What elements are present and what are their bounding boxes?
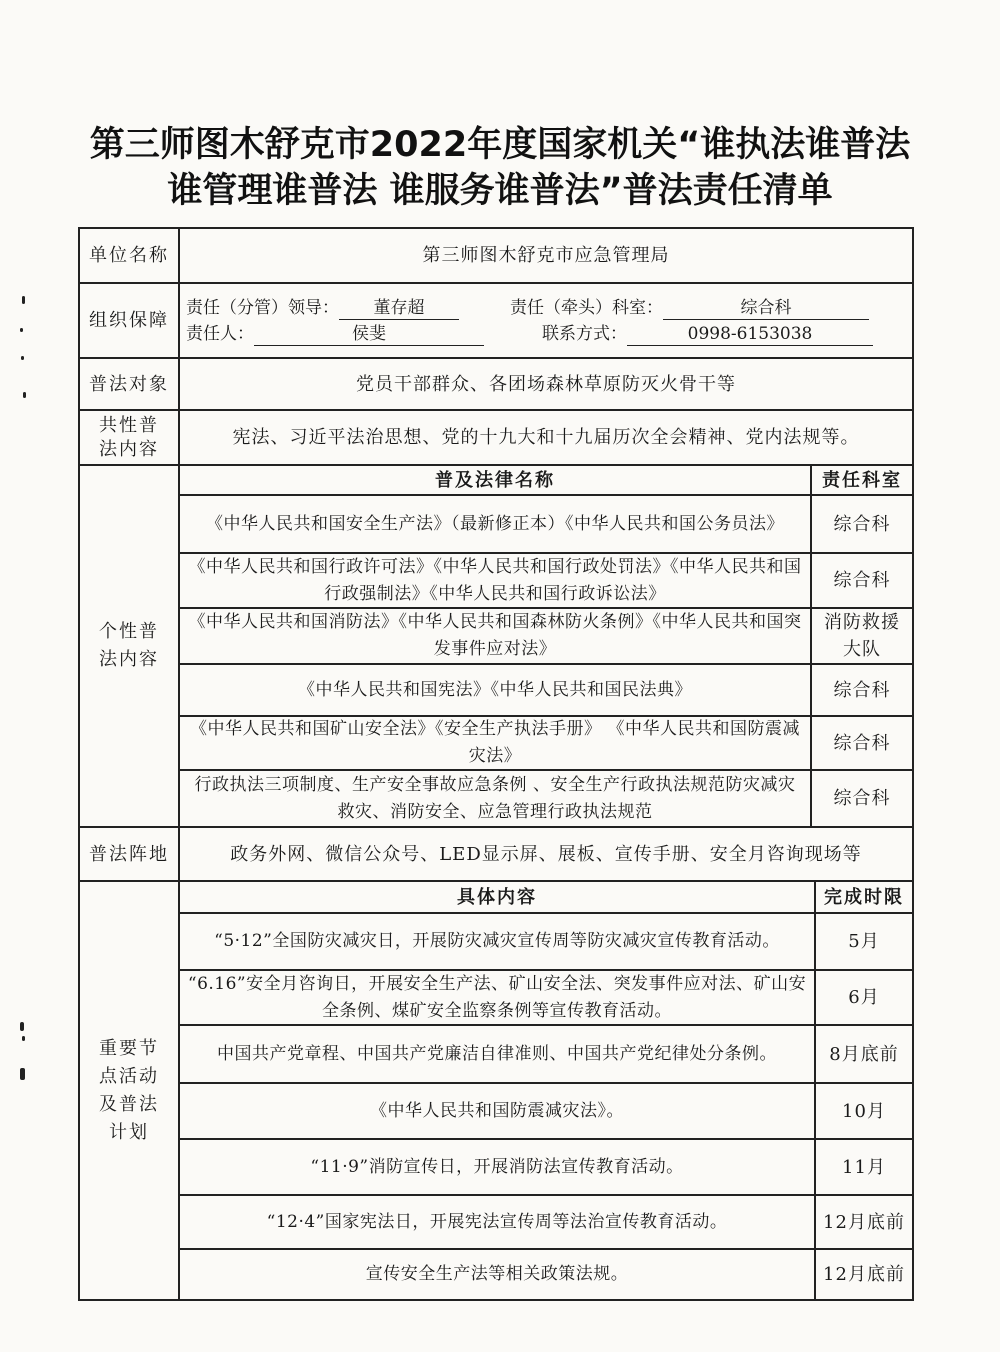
personal-label: 个性普法内容 [99,621,159,670]
law-dept: 综合科 [833,788,891,809]
common-label: 共性普法内容 [99,414,159,460]
dept-label: 责任（牵头）科室： [510,298,663,318]
plan-row-deadline: 11月 [842,1156,886,1178]
scan-mark [22,1036,25,1041]
plan-header-content: 具体内容 [457,886,537,908]
plan-row-deadline: 5月 [848,931,880,952]
plan-row-content: “5·12”全国防灾减灾日，开展防灾减灾宣传周等防灾减灾宣传教育活动。 [214,931,780,951]
plan-row-content: 中国共产党章程、中国共产党廉洁自律准则、中国共产党纪律处分条例。 [217,1043,777,1064]
org-label: 组织保障 [89,310,169,331]
contact-value: 0998-6153038 [627,323,873,346]
scan-mark [21,356,24,360]
unit-label: 单位名称 [89,245,169,266]
target-label: 普法对象 [89,373,169,395]
person-label: 责任人： [186,324,254,344]
law-dept: 综合科 [833,732,891,754]
scan-mark [20,1068,25,1080]
personal-header-dept: 责任科室 [822,469,902,491]
law-dept: 综合科 [833,570,891,591]
plan-row-deadline: 10月 [842,1100,886,1122]
scan-mark [20,328,23,332]
plan-row-content: “11·9”消防宣传日，开展消防法宣传教育活动。 [310,1156,684,1177]
org-dept-line [510,296,869,320]
scan-mark [20,1022,24,1031]
plan-row-deadline: 12月底前 [823,1264,905,1285]
unit-name: 第三师图木舒克市应急管理局 [422,245,670,266]
common-value: 宪法、习近平法治思想、党的十九大和十九届历次全会精神、党内法规等。 [232,427,860,448]
plan-row-content: 宣传安全生产法等相关政策法规。 [365,1264,629,1284]
leader-name: 董存超 [339,297,459,320]
law-row: 《中华人民共和国行政许可法》《中华人民共和国行政处罚法》《中华人民共和国行政强制法》《中华人民共和国行政诉讼法》 [188,556,802,604]
plan-row-content: “12·4”国家宪法日，开展宪法宣传周等法治宣传教育活动。 [266,1211,728,1232]
plan-label: 重要节点活动及普法计划 [99,1037,159,1143]
law-dept: 综合科 [833,513,891,535]
law-row: 《中华人民共和国宪法》《中华人民共和国民法典》 [298,679,692,700]
responsibility-table [78,227,914,1301]
law-row: 《中华人民共和国安全生产法》（最新修正本）《中华人民共和国公务员法》 [206,513,784,534]
plan-header-deadline: 完成时限 [824,886,904,908]
venue-label: 普法阵地 [89,843,169,865]
venue-value: 政务外网、微信公众号、LED显示屏、展板、宣传手册、安全月咨询现场等 [230,843,862,865]
contact-label: 联系方式： [542,324,627,344]
dept-name: 综合科 [663,297,869,320]
org-person-line [186,322,484,346]
leader-label: 责任（分管）领导： [186,298,339,318]
plan-row-content: “6.16”安全月咨询日，开展安全生产法、矿山安全法、突发事件应对法、矿山安全条例、煤矿安全监察条例等宣传教育活动。 [187,973,807,1021]
scan-mark [22,296,25,304]
plan-row-deadline: 12月底前 [823,1211,905,1233]
target-value: 党员干部群众、各团场森林草原防灭火骨干等 [356,373,736,395]
document-title-line-1: 第三师图木舒克市2022年度国家机关“谁执法谁普法 [89,125,911,165]
scan-mark [23,392,26,398]
personal-header-law: 普及法律名称 [435,469,555,491]
law-row: 《中华人民共和国消防法》《中华人民共和国森林防火条例》《中华人民共和国突发事件应对法》 [188,612,802,659]
law-row: 《中华人民共和国矿山安全法》《安全生产执法手册》 《中华人民共和国防震减灾法》 [190,719,800,766]
plan-row-deadline: 6月 [848,987,880,1008]
law-dept: 综合科 [833,679,891,701]
org-contact-line [542,322,873,346]
law-row: 行政执法三项制度、生产安全事故应急条例 、安全生产行政执法规范防灾减灾救灾、消防安全、应急管理行政执法规范 [194,774,796,822]
document-title-line-2: 谁管理谁普法 谁服务谁普法”普法责任清单 [167,171,833,211]
person-name: 侯斐 [254,323,484,346]
plan-row-content: 《中华人民共和国防震减灾法》。 [370,1100,624,1121]
law-dept: 消防救援大队 [824,612,900,660]
plan-row-deadline: 8月底前 [829,1043,899,1065]
org-leader-line [186,296,459,320]
